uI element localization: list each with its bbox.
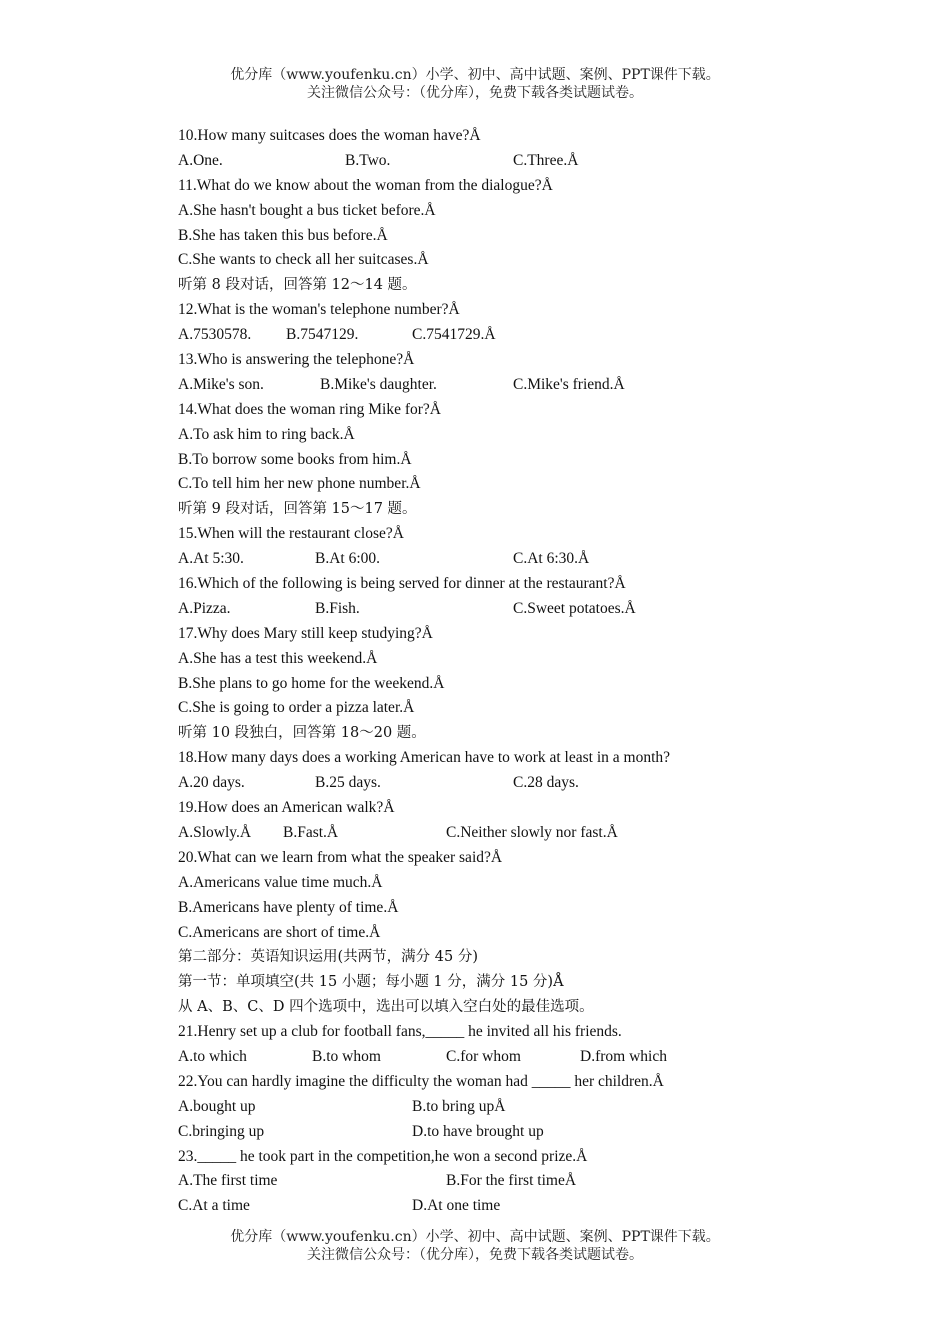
answer-option: C.Neither slowly nor fast.Å bbox=[446, 823, 618, 841]
answer-option: B.to bring upÅ bbox=[412, 1097, 506, 1115]
question-line: 11.What do we know about the woman from the dialogue?Å bbox=[178, 176, 553, 194]
question-line: A.Americans value time much.Å bbox=[178, 873, 383, 891]
question-line: A.She hasn't bought a bus ticket before.Å bbox=[178, 201, 436, 219]
answer-option: D.from which bbox=[580, 1047, 667, 1065]
section-instruction: 从 A、B、C、D 四个选项中，选出可以填入空白处的最佳选项。 bbox=[178, 999, 594, 1016]
answer-option: B.Two. bbox=[345, 151, 391, 169]
answer-option: C.Mike's friend.Å bbox=[513, 375, 625, 393]
answer-option: D.to have brought up bbox=[412, 1122, 544, 1140]
answer-option: C.28 days. bbox=[513, 774, 579, 792]
section-instruction: 第二部分：英语知识运用(共两节，满分 45 分) bbox=[178, 949, 478, 966]
answer-option: B.25 days. bbox=[315, 774, 381, 792]
answer-option: A.At 5:30. bbox=[178, 550, 244, 568]
question-line: 10.How many suitcases does the woman have?Å bbox=[178, 127, 481, 144]
answer-option: A.One. bbox=[178, 151, 223, 169]
answer-option: B.Fast.Å bbox=[283, 823, 339, 841]
answer-options-row bbox=[178, 323, 798, 348]
answer-option: C.At 6:30.Å bbox=[513, 550, 590, 568]
question-line: B.Americans have plenty of time.Å bbox=[178, 898, 399, 916]
answer-option: C.Sweet potatoes.Å bbox=[513, 599, 636, 617]
question-line: 13.Who is answering the telephone?Å bbox=[178, 351, 415, 369]
answer-options-row bbox=[178, 1169, 798, 1194]
question-line: 16.Which of the following is being served for dinner at the restaurant?Å bbox=[178, 575, 626, 593]
question-line: 17.Why does Mary still keep studying?Å bbox=[178, 624, 433, 642]
answer-option: A.Slowly.Å bbox=[178, 823, 252, 841]
answer-option: A.Pizza. bbox=[178, 599, 231, 617]
footer-line-2: 关注微信公众号：（优分库），免费下载各类试题试卷。 bbox=[307, 1247, 643, 1263]
answer-option: B.At 6:00. bbox=[315, 550, 381, 568]
page-footer bbox=[0, 1228, 950, 1264]
question-line: 14.What does the woman ring Mike for?Å bbox=[178, 400, 442, 418]
section-instruction: 第一节：单项填空(共 15 小题；每小题 1 分，满分 15 分)Å bbox=[178, 974, 564, 991]
answer-options-row bbox=[178, 1194, 798, 1219]
answer-options-row bbox=[178, 597, 798, 622]
question-line: A.She has a test this weekend.Å bbox=[178, 649, 378, 667]
answer-options-row bbox=[178, 771, 798, 796]
answer-option: C.At a time bbox=[178, 1197, 250, 1215]
question-line: B.She plans to go home for the weekend.Å bbox=[178, 674, 445, 692]
question-line: C.She is going to order a pizza later.Å bbox=[178, 699, 415, 717]
question-line: 15.When will the restaurant close?Å bbox=[178, 525, 404, 543]
question-line: 19.How does an American walk?Å bbox=[178, 799, 395, 817]
answer-options-row bbox=[178, 547, 798, 572]
question-line: 23._____ he took part in the competition,he won a second prize.Å bbox=[178, 1147, 588, 1165]
answer-option: A.bought up bbox=[178, 1097, 256, 1115]
answer-option: C.for whom bbox=[446, 1047, 521, 1065]
answer-options-row bbox=[178, 149, 798, 174]
answer-option: A.to which bbox=[178, 1047, 247, 1065]
question-line: 20.What can we learn from what the speaker said?Å bbox=[178, 848, 503, 866]
answer-options-row bbox=[178, 373, 798, 398]
section-instruction: 听第 9 段对话，回答第 15～17 题。 bbox=[178, 501, 417, 518]
answer-options-row bbox=[178, 1095, 798, 1120]
footer-line-1: 优分库（www.youfenku.cn）小学、初中、高中试题、案例、PPT课件下载。 bbox=[230, 1229, 720, 1245]
answer-option: A.The first time bbox=[178, 1172, 278, 1190]
answer-option: B.Fish. bbox=[315, 599, 360, 617]
question-line: C.She wants to check all her suitcases.Å bbox=[178, 251, 429, 269]
header-line-2: 关注微信公众号：（优分库），免费下载各类试题试卷。 bbox=[307, 85, 643, 101]
answer-option: B.Mike's daughter. bbox=[320, 375, 437, 393]
answer-options-row bbox=[178, 821, 798, 846]
answer-option: C.bringing up bbox=[178, 1122, 265, 1140]
answer-options-row bbox=[178, 1120, 798, 1145]
question-line: A.To ask him to ring back.Å bbox=[178, 425, 355, 443]
question-line: C.Americans are short of time.Å bbox=[178, 923, 381, 941]
question-line: C.To tell him her new phone number.Å bbox=[178, 475, 421, 493]
answer-option: A.20 days. bbox=[178, 774, 245, 792]
question-line: 18.How many days does a working American have to work at least in a month? bbox=[178, 749, 671, 767]
answer-option: D.At one time bbox=[412, 1197, 501, 1215]
question-line: 22.You can hardly imagine the difficulty the woman had _____ her children.Å bbox=[178, 1072, 664, 1090]
exam-content bbox=[178, 124, 798, 1219]
answer-option: B.to whom bbox=[312, 1047, 381, 1065]
answer-options-row bbox=[178, 1045, 798, 1070]
question-line: 21.Henry set up a club for football fans,_____ he invited all his friends. bbox=[178, 1023, 622, 1041]
answer-option: C.Three.Å bbox=[513, 151, 579, 169]
section-instruction: 听第 8 段对话，回答第 12～14 题。 bbox=[178, 277, 417, 294]
question-line: B.To borrow some books from him.Å bbox=[178, 450, 412, 468]
section-instruction: 听第 10 段独白，回答第 18～20 题。 bbox=[178, 725, 426, 742]
question-line: B.She has taken this bus before.Å bbox=[178, 226, 388, 244]
header-line-1: 优分库（www.youfenku.cn）小学、初中、高中试题、案例、PPT课件下载。 bbox=[230, 67, 720, 83]
answer-option: C.7541729.Å bbox=[412, 326, 496, 344]
question-line: 12.What is the woman's telephone number?Å bbox=[178, 301, 460, 319]
page-header bbox=[0, 66, 950, 102]
answer-option: A.7530578. bbox=[178, 326, 252, 344]
answer-option: B.7547129. bbox=[286, 326, 359, 344]
answer-option: B.For the first timeÅ bbox=[446, 1172, 577, 1190]
answer-option: A.Mike's son. bbox=[178, 375, 264, 393]
